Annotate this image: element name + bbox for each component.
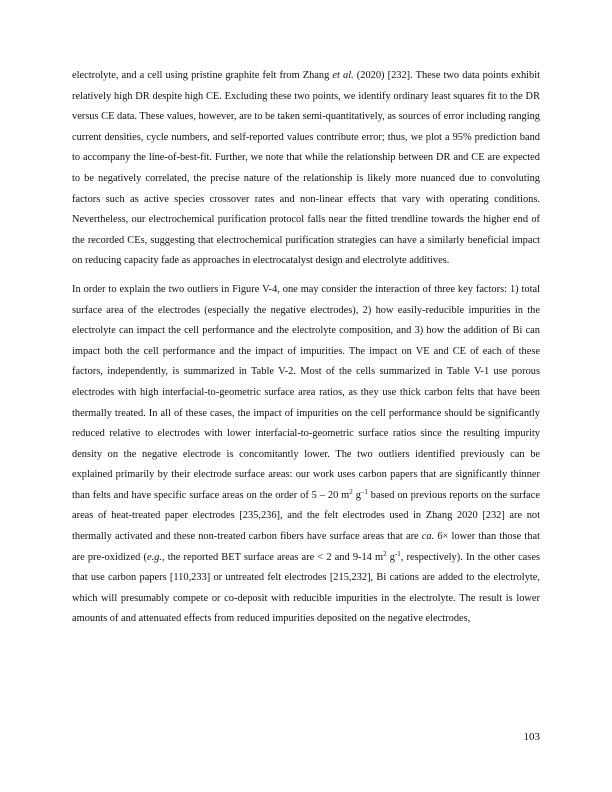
paragraph-text: g [386,551,395,563]
italic-text: ca. [421,531,435,543]
italic-text: et al. [332,70,354,81]
paragraph-text: , respectively). In the other cases that use carbon papers [110,233] or untreated felt electrodes [215,232], Bi cations are added to the electrolyte, which will presumably compete or co-deposit with reducible impurities in the electrolyte. The result is lower amounts of and attenuated effects from reduced impurities deposited on the negative electrodes, [72,551,540,625]
page-number: 103 [523,731,540,743]
paragraph-text: based on previous reports on the surface areas of heat-treated paper electrodes [235,236], and the felt electrodes used in Zhang 2020 [232] are not thermally activated and these non-treated carbon fibers have surface areas that are [72,489,541,543]
page-body [72,66,540,630]
paragraph-text: 6× lower than those that are pre-oxidized ( [72,531,540,563]
superscript: 2 [349,487,353,496]
paragraph-text: g [352,489,361,501]
paragraph [72,66,540,272]
superscript: -1 [394,549,401,558]
paragraph-text: (2020) [232]. These two data points exhibit relatively high DR despite high CE. Excluding these two points, we identify ordinary least squares fit to the DR versus CE data. These values, however, are to be taken semi-quantitatively, as sources of error including ranging current densities, cycle numbers, and self-reported values contribute error; thus, we plot a 95% prediction band to accompany the line-of-best-fit. Further, we note that while the relationship between DR and CE are expected to be negatively correlated, the precise nature of the relationship is likely more nuanced due to convoluting factors such as active species crossover rates and non-linear effects that vary with operating conditions. Nevertheless, our electrochemical purification protocol falls near the fitted trendline towards the higher end of the recorded CEs, suggesting that electrochemical purification strategies can have a similarly beneficial impact on reducing capacity fade as approaches in electrocatalyst design and electrolyte additives. [72,70,541,267]
paragraph [72,280,540,630]
paragraph-text: , the reported BET surface areas are < 2 and 9-14 m [161,551,384,563]
paragraph-text: electrolyte, and a cell using pristine graphite felt from Zhang [72,70,333,81]
italic-text: e.g. [146,551,162,563]
paragraph-text: In order to explain the two outliers in Figure V-4, one may consider the interaction of three key factors: 1) total surface area of the electrodes (especially the negative electrodes), 2) how easily-reducible impurities in the electrolyte can impact the cell performance and the electrolyte composition, and 3) how the addition of Bi can impact both the cell performance and the impact of impurities. The impact on VE and CE of each of these factors, independently, is summarized in Table V-2. Most of the cells summarized in Table V-1 use porous electrodes with high interfacial-to-geometric surface area ratios, as they use thick carbon felts that have been thermally treated. In all of these cases, the impact of impurities on the cell performance should be significantly reduced relative to electrodes with lower interfacial-to-geometric surface ratios since the resulting impurity density on the negative electrode is concomitantly lower. The two outliers identified previously can be explained primarily by their electrode surface areas: our work uses carbon papers that are significantly thinner than felts and have specific surface areas on the order of 5 – 20 m [72,283,540,501]
superscript: –1 [360,487,368,496]
superscript: 2 [383,549,387,558]
